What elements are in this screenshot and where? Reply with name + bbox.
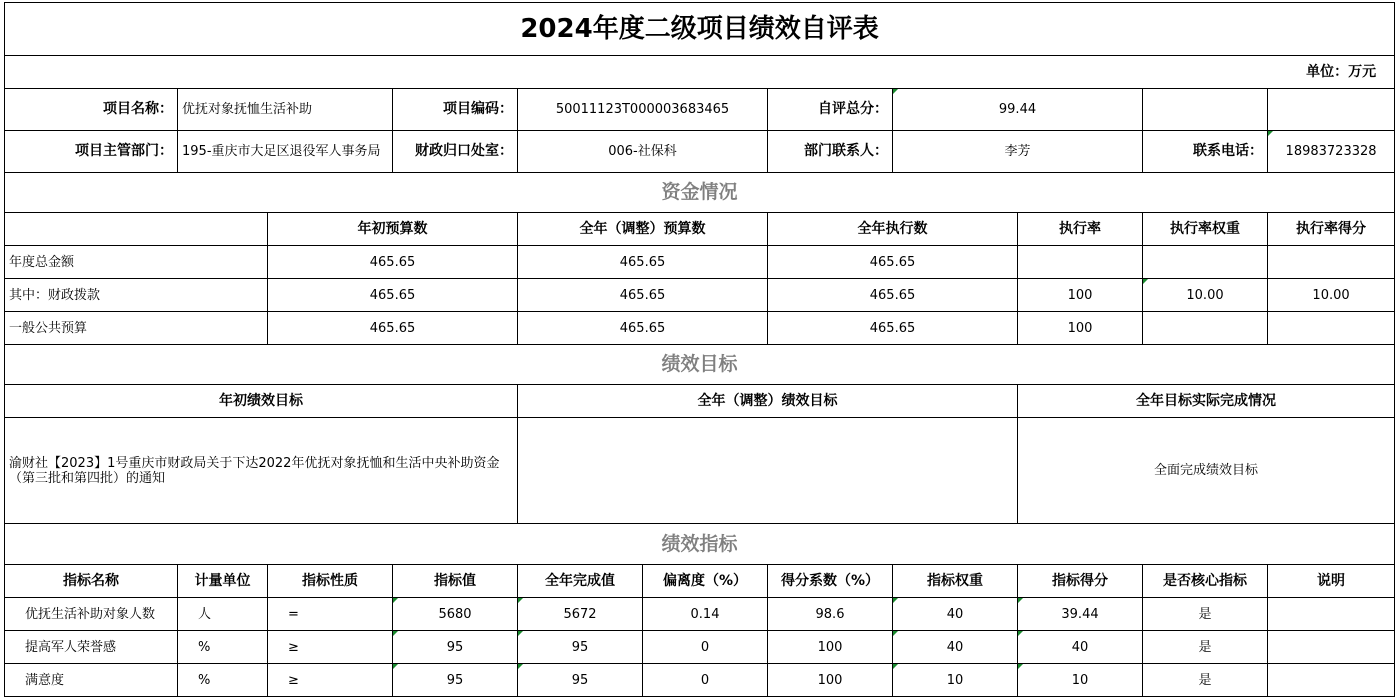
indicator-header: 指标得分 bbox=[1018, 565, 1143, 598]
indicator-weight: 10 bbox=[893, 664, 1018, 697]
goals-section-title: 绩效目标 bbox=[5, 345, 1395, 385]
funds-row bbox=[5, 246, 1395, 279]
funds-cell: 465.65 bbox=[518, 312, 768, 345]
goals-header: 全年目标实际完成情况 bbox=[1018, 385, 1395, 418]
funds-cell: 100 bbox=[1018, 312, 1143, 345]
indicator-actual: 95 bbox=[518, 664, 643, 697]
indicator-header: 偏离度（%） bbox=[643, 565, 768, 598]
contact-value: 李芳 bbox=[893, 131, 1143, 173]
indicator-header: 是否核心指标 bbox=[1143, 565, 1268, 598]
funds-cell: 465.65 bbox=[518, 279, 768, 312]
funds-row bbox=[5, 279, 1395, 312]
funds-cell: 465.65 bbox=[268, 312, 518, 345]
indicator-core: 是 bbox=[1143, 598, 1268, 631]
phone-value: 18983723328 bbox=[1268, 131, 1395, 173]
finance-value: 006-社保科 bbox=[518, 131, 768, 173]
funds-cell bbox=[1143, 312, 1268, 345]
funds-header: 年初预算数 bbox=[268, 213, 518, 246]
self-evaluation-table bbox=[4, 2, 1395, 697]
funds-cell: 465.65 bbox=[768, 312, 1018, 345]
empty-cell bbox=[1143, 89, 1268, 131]
indicator-deviation: 0 bbox=[643, 664, 768, 697]
indicator-unit: % bbox=[178, 664, 268, 697]
indicator-header: 全年完成值 bbox=[518, 565, 643, 598]
indicator-header: 指标名称 bbox=[5, 565, 178, 598]
indicator-header: 指标性质 bbox=[268, 565, 393, 598]
indicators-section-title: 绩效指标 bbox=[5, 524, 1395, 565]
indicator-row bbox=[5, 664, 1395, 697]
indicator-target: 5680 bbox=[393, 598, 518, 631]
indicator-note bbox=[1268, 598, 1395, 631]
funds-header: 全年执行数 bbox=[768, 213, 1018, 246]
project-code-label: 项目编码： bbox=[393, 89, 518, 131]
indicator-score: 39.44 bbox=[1018, 598, 1143, 631]
indicator-name: 满意度 bbox=[5, 664, 178, 697]
finance-label: 财政归口处室： bbox=[393, 131, 518, 173]
project-name-value: 优抚对象抚恤生活补助 bbox=[178, 89, 393, 131]
indicator-header: 指标值 bbox=[393, 565, 518, 598]
indicator-name: 优抚生活补助对象人数 bbox=[5, 598, 178, 631]
indicator-name: 提高军人荣誉感 bbox=[5, 631, 178, 664]
funds-header: 全年（调整）预算数 bbox=[518, 213, 768, 246]
adjusted-goal-text bbox=[518, 418, 1018, 524]
indicator-nature: ≥ bbox=[268, 631, 393, 664]
indicator-row bbox=[5, 631, 1395, 664]
indicator-note bbox=[1268, 631, 1395, 664]
project-name-label: 项目名称： bbox=[5, 89, 178, 131]
goals-header: 全年（调整）绩效目标 bbox=[518, 385, 1018, 418]
funds-row-label: 一般公共预算 bbox=[5, 312, 268, 345]
indicator-target: 95 bbox=[393, 664, 518, 697]
indicator-deviation: 0 bbox=[643, 631, 768, 664]
indicator-header: 说明 bbox=[1268, 565, 1395, 598]
empty-cell bbox=[1268, 89, 1395, 131]
indicator-deviation: 0.14 bbox=[643, 598, 768, 631]
indicator-score: 40 bbox=[1018, 631, 1143, 664]
indicator-header: 得分系数（%） bbox=[768, 565, 893, 598]
funds-header: 执行率 bbox=[1018, 213, 1143, 246]
indicator-actual: 5672 bbox=[518, 598, 643, 631]
indicator-unit: % bbox=[178, 631, 268, 664]
score-value: 99.44 bbox=[893, 89, 1143, 131]
funds-section-title: 资金情况 bbox=[5, 173, 1395, 213]
indicator-row bbox=[5, 598, 1395, 631]
indicator-weight: 40 bbox=[893, 598, 1018, 631]
funds-row-label: 其中：财政拨款 bbox=[5, 279, 268, 312]
funds-cell: 465.65 bbox=[768, 246, 1018, 279]
funds-cell bbox=[1268, 246, 1395, 279]
indicator-target: 95 bbox=[393, 631, 518, 664]
funds-cell: 465.65 bbox=[268, 246, 518, 279]
indicator-coefficient: 98.6 bbox=[768, 598, 893, 631]
indicator-nature: ≥ bbox=[268, 664, 393, 697]
funds-row bbox=[5, 312, 1395, 345]
phone-label: 联系电话： bbox=[1143, 131, 1268, 173]
indicator-nature: = bbox=[268, 598, 393, 631]
actual-goal-text: 全面完成绩效目标 bbox=[1018, 418, 1395, 524]
funds-row-label: 年度总金额 bbox=[5, 246, 268, 279]
initial-goal-text: 渝财社【2023】1号重庆市财政局关于下达2022年优抚对象抚恤和生活中央补助资金（第三批和第四批）的通知 bbox=[5, 418, 518, 524]
indicator-header: 计量单位 bbox=[178, 565, 268, 598]
funds-cell: 465.65 bbox=[768, 279, 1018, 312]
funds-cell: 100 bbox=[1018, 279, 1143, 312]
project-code-value: 50011123T000003683465 bbox=[518, 89, 768, 131]
indicator-core: 是 bbox=[1143, 631, 1268, 664]
goals-header: 年初绩效目标 bbox=[5, 385, 518, 418]
funds-cell: 10.00 bbox=[1143, 279, 1268, 312]
empty-header-cell bbox=[5, 213, 268, 246]
score-label: 自评总分： bbox=[768, 89, 893, 131]
unit-label: 单位：万元 bbox=[5, 56, 1395, 89]
funds-cell bbox=[1143, 246, 1268, 279]
indicator-weight: 40 bbox=[893, 631, 1018, 664]
indicator-core: 是 bbox=[1143, 664, 1268, 697]
indicator-unit: 人 bbox=[178, 598, 268, 631]
funds-cell: 465.65 bbox=[268, 279, 518, 312]
indicator-header: 指标权重 bbox=[893, 565, 1018, 598]
indicator-score: 10 bbox=[1018, 664, 1143, 697]
funds-header: 执行率权重 bbox=[1143, 213, 1268, 246]
indicator-coefficient: 100 bbox=[768, 631, 893, 664]
funds-cell bbox=[1268, 312, 1395, 345]
funds-cell: 465.65 bbox=[518, 246, 768, 279]
dept-label: 项目主管部门： bbox=[5, 131, 178, 173]
funds-cell: 10.00 bbox=[1268, 279, 1395, 312]
indicator-note bbox=[1268, 664, 1395, 697]
indicator-coefficient: 100 bbox=[768, 664, 893, 697]
funds-header: 执行率得分 bbox=[1268, 213, 1395, 246]
contact-label: 部门联系人： bbox=[768, 131, 893, 173]
indicator-actual: 95 bbox=[518, 631, 643, 664]
dept-value: 195-重庆市大足区退役军人事务局 bbox=[178, 131, 393, 173]
funds-cell bbox=[1018, 246, 1143, 279]
page-title: 2024年度二级项目绩效自评表 bbox=[5, 3, 1395, 56]
